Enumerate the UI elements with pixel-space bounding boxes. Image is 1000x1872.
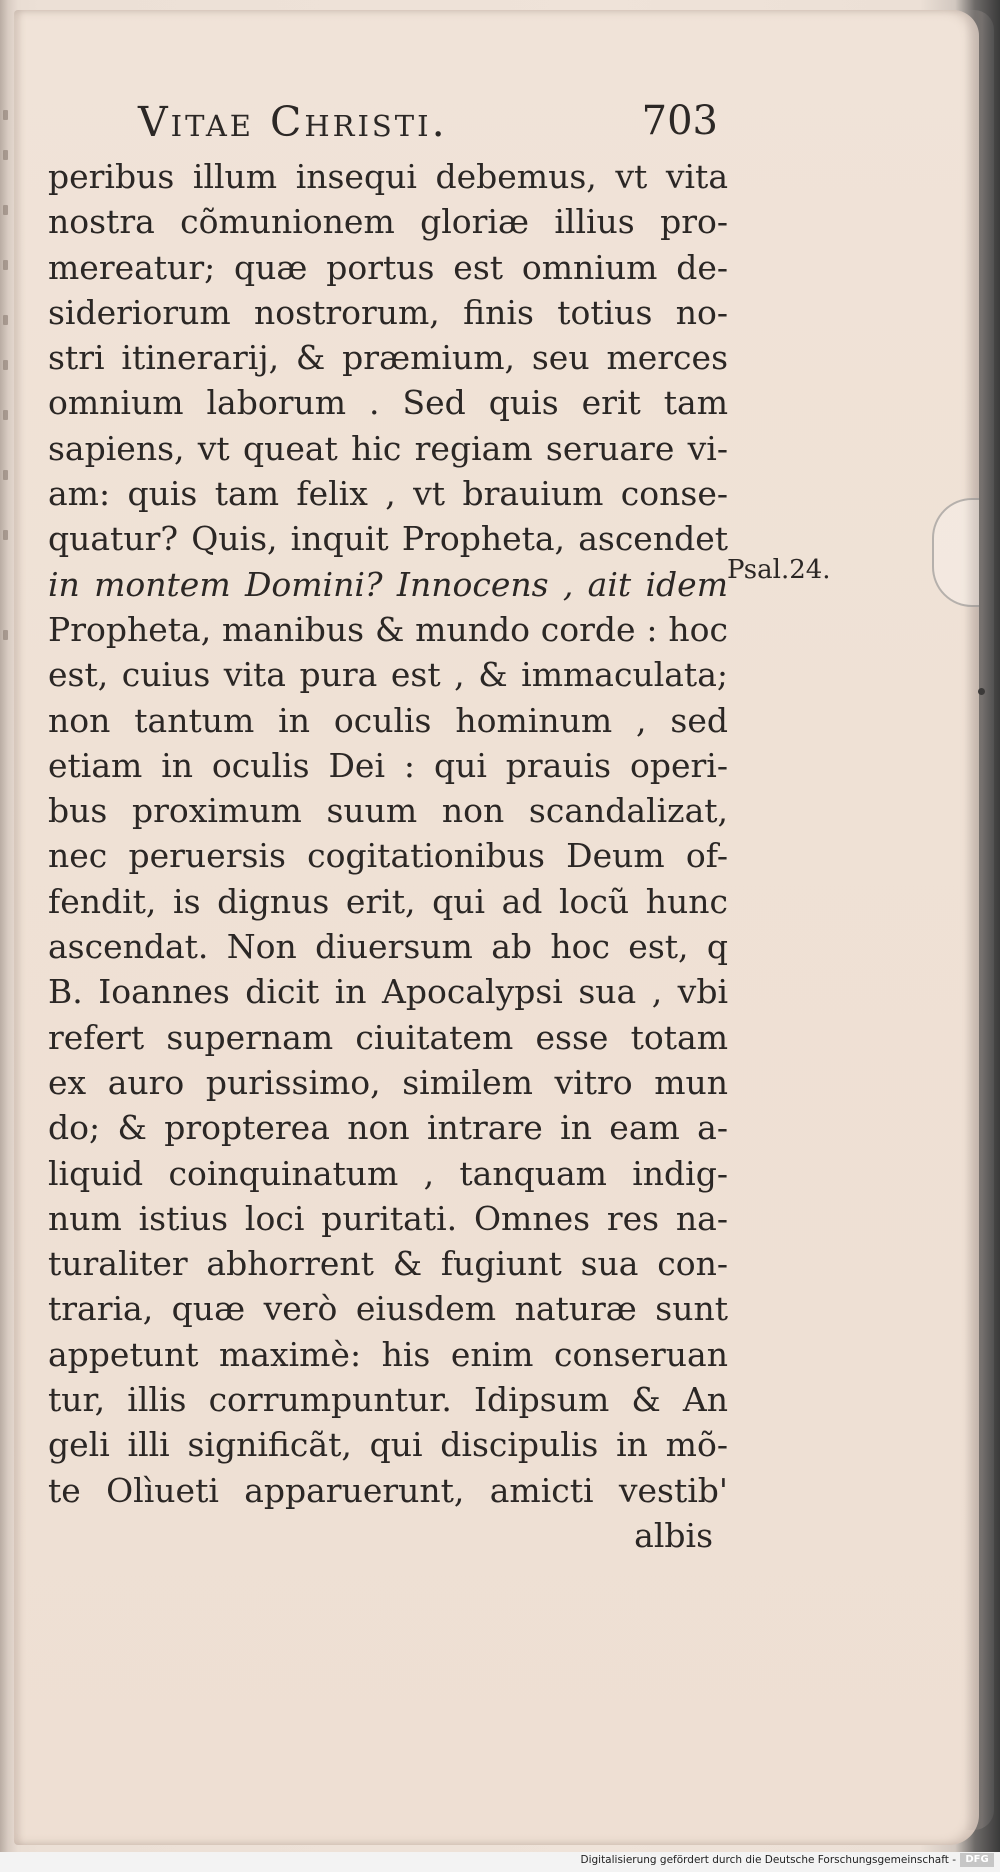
page-clip bbox=[932, 498, 979, 607]
text-line: te Olìueti apparuerunt, amicti vestib' bbox=[48, 1470, 728, 1510]
text-line: nostra cõmunionem gloriæ illius pro- bbox=[48, 202, 728, 242]
text-line: peribus illum insequi debemus, vt vita bbox=[48, 157, 728, 196]
text-line: geli illi significãt, qui discipulis in mõ- bbox=[48, 1425, 728, 1465]
text-line: sideriorum nostrorum, finis totius no- bbox=[48, 292, 728, 332]
text-line: non tantum in oculis hominum , sed bbox=[48, 700, 728, 740]
text-line: ex auro purissimo, similem vitro mun bbox=[48, 1062, 728, 1102]
text-line: mereatur; quæ portus est omnium de- bbox=[48, 247, 728, 287]
text-line: bus proximum suum non scandalizat, bbox=[48, 791, 728, 831]
text-line: tur, illis corrumpuntur. Idipsum & An bbox=[48, 1380, 728, 1420]
digitization-credit: Digitalisierung gefördert durch die Deutsche Forschungsgemeinschaft - bbox=[580, 1854, 956, 1866]
page-number: 703 bbox=[641, 98, 718, 144]
margin-note: Psal.24. bbox=[727, 555, 831, 585]
text-line: stri itinerarij, & præmium, seu merces bbox=[48, 338, 728, 378]
text-line: am: quis tam felix , vt brauium conse- bbox=[48, 474, 728, 514]
dfg-logo: DFG bbox=[960, 1853, 994, 1867]
text-line: traria, quæ verò eiusdem naturæ sunt bbox=[48, 1289, 728, 1329]
text-line: est, cuius vita pura est , & immaculata; bbox=[48, 655, 728, 695]
text-line: omnium laborum . Sed quis erit tam bbox=[48, 383, 728, 423]
text-line: ascendat. Non diuersum ab hoc est, q bbox=[48, 927, 728, 967]
text-line: Propheta, manibus & mundo corde : hoc bbox=[48, 609, 728, 649]
text-line: do; & propterea non intrare in eam a- bbox=[48, 1108, 728, 1148]
text-line: quatur? Quis, inquit Propheta, ascendet bbox=[48, 519, 728, 559]
text-line: fendit, is dignus erit, qui ad locũ hunc bbox=[48, 881, 728, 921]
body-text bbox=[48, 154, 728, 1558]
catchword: albis bbox=[634, 1515, 713, 1555]
binding-marks bbox=[0, 110, 14, 810]
page-edge-shadow bbox=[964, 10, 994, 1830]
text-line: liquid coinquinatum , tanquam indig- bbox=[48, 1153, 728, 1193]
text-line: refert supernam ciuitatem esse totam bbox=[48, 1017, 728, 1057]
margin-dot bbox=[978, 688, 985, 695]
text-line: nec peruersis cogitationibus Deum of- bbox=[48, 836, 728, 876]
text-line: appetunt maximè: his enim conseruan bbox=[48, 1334, 728, 1374]
text-line: sapiens, vt queat hic regiam seruare vi- bbox=[48, 428, 728, 468]
text-line: B. Ioannes dicit in Apocalypsi sua , vbi bbox=[48, 972, 728, 1012]
text-line: num istius loci puritati. Omnes res na- bbox=[48, 1198, 728, 1238]
page-header bbox=[138, 98, 718, 156]
text-line: etiam in oculis Dei : qui prauis operi- bbox=[48, 745, 728, 785]
running-title: Vitae Christi. bbox=[138, 98, 448, 146]
text-line: in montem Domini? Innocens , ait idem bbox=[48, 564, 728, 604]
text-line: turaliter abhorrent & fugiunt sua con- bbox=[48, 1244, 728, 1284]
